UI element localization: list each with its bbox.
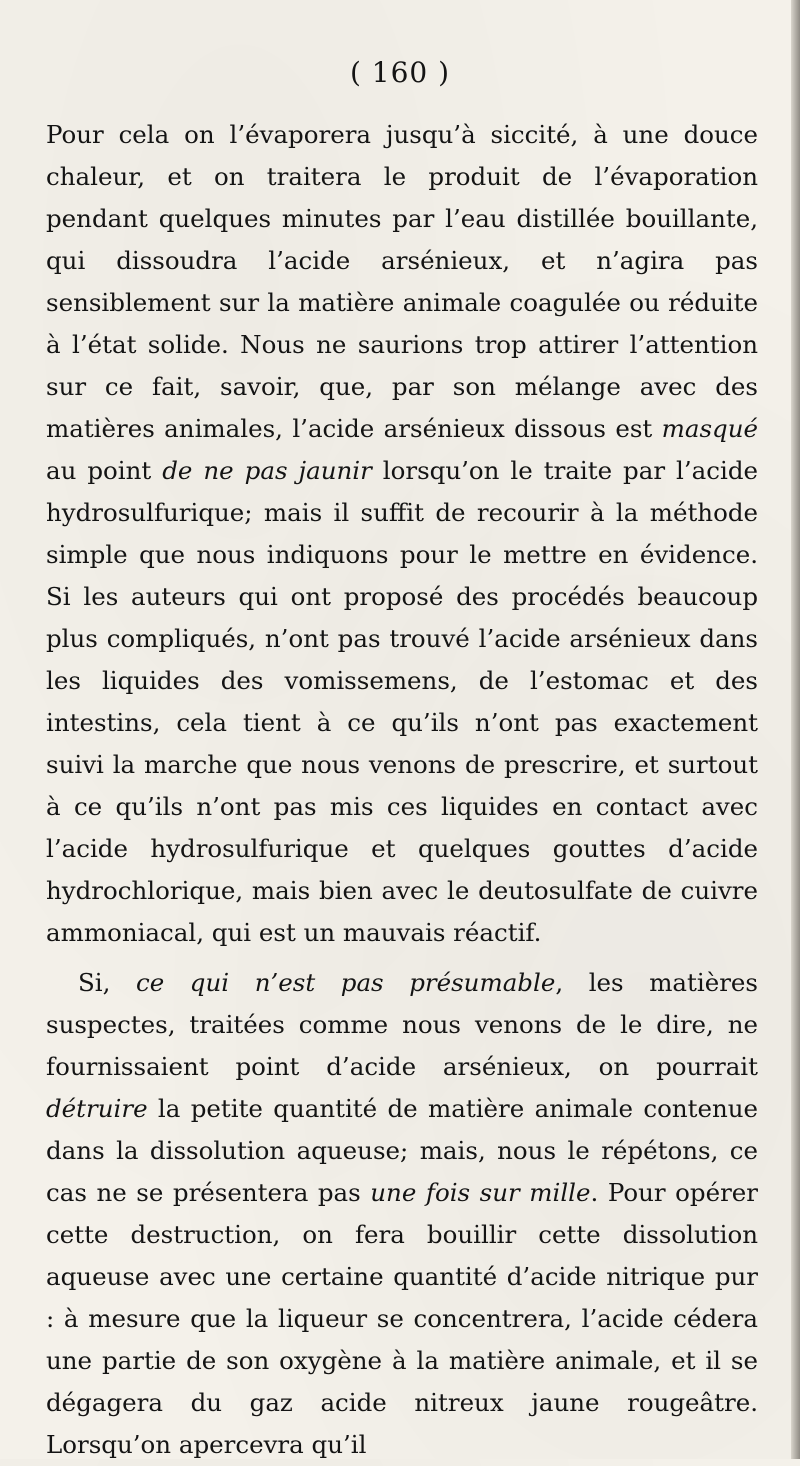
- text-segment: . Pour opérer cette destruction, on fera bouillir cette dissolution aqueuse avec une certaine quantité d’acide nitrique pur : à mesure que la liqueur se concentrera, l’acide cédera une partie de son oxygène à la matière animale, et il se dégagera du gaz acide nitreux jaune rougeâtre. Lorsqu’on apercevra qu’il: [46, 1178, 759, 1459]
- text-segment: Pour cela on l’évaporera jusqu’à siccité, à une douce chaleur, et on traitera le produit de l’évaporation pendant quelques minutes par l’eau distillée bouillante, qui dissoudra l’acide arsénieux, et n’agira pas sensiblement sur la matière animale coagulée ou réduite à l’état solide. Nous ne saurions trop attirer l’attention sur ce fait, savoir, que, par son mélange avec des matières animales, l’acide arsénieux dissous est: [46, 120, 758, 443]
- italic-segment: détruire: [46, 1094, 148, 1123]
- page-body: [46, 114, 758, 1466]
- paragraph-1: [46, 114, 758, 954]
- text-segment: , les matières suspectes, traitées comme nous venons de le dire, ne fournissaient point d’acide arsénieux, on pourrait: [46, 968, 759, 1081]
- text-segment: Si,: [78, 968, 136, 997]
- italic-segment: de ne pas jaunir: [162, 456, 372, 485]
- paragraph-2: [46, 962, 758, 1466]
- italic-segment: une fois sur mille: [370, 1178, 591, 1207]
- page-number: ( 160 ): [349, 56, 451, 89]
- text-segment: lorsqu’on le traite par l’acide hydrosulfurique; mais il suffit de recourir à la méthode simple que nous indiquons pour le mettre en évidence. Si les auteurs qui ont proposé des procédés beaucoup plus compliqués, n’ont pas trouvé l’acide arsénieux dans les liquides des vomissemens, de l’estomac et des intestins, cela tient à ce qu’ils n’ont pas exactement suivi la marche que nous venons de prescrire, et surtout à ce qu’ils n’ont pas mis ces liquides en contact avec l’acide hydrosulfurique et quelques gouttes d’acide hydrochlorique, mais bien avec le deutosulfate de cuivre ammoniacal, qui est un mauvais réactif.: [46, 456, 758, 947]
- text-segment: au point: [46, 456, 163, 485]
- page-edge-shadow: [791, 0, 800, 1459]
- italic-segment: masqué: [661, 414, 758, 443]
- text-segment: la petite quantité de matière animale contenue dans la dissolution aqueuse; mais, nous le répétons, ce cas ne se présentera pas: [46, 1094, 758, 1207]
- italic-segment: ce qui n’est pas présumable: [136, 968, 556, 997]
